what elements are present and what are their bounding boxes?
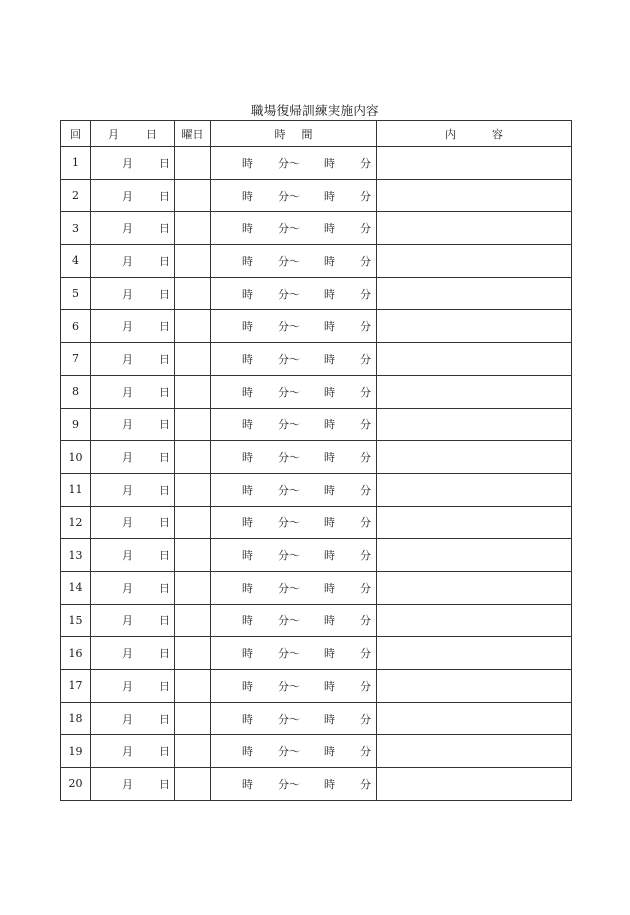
time-range-field[interactable]: [211, 473, 377, 506]
month-unit: 月: [122, 189, 133, 203]
table-row: [61, 571, 572, 604]
day-unit: 日: [159, 451, 170, 465]
start-minute-unit: 分～: [278, 254, 300, 268]
weekday-field[interactable]: [175, 735, 211, 768]
document-title: 職場復帰訓練実施内容: [250, 103, 379, 118]
end-minute-unit: 分: [360, 385, 371, 399]
table-row: [61, 408, 572, 441]
content-field[interactable]: [377, 702, 572, 735]
end-minute-unit: 分: [360, 745, 371, 759]
start-minute-unit: 分～: [278, 189, 300, 203]
training-record-table: [60, 120, 572, 801]
table-row: [61, 735, 572, 768]
start-hour-unit: 時: [242, 385, 253, 399]
start-hour-unit: 時: [242, 483, 253, 497]
table-row: [61, 310, 572, 343]
session-number: 16: [61, 637, 91, 670]
start-hour-unit: 時: [242, 189, 253, 203]
end-minute-unit: 分: [360, 451, 371, 465]
day-unit: 日: [159, 385, 170, 399]
session-number: 18: [61, 702, 91, 735]
weekday-field[interactable]: [175, 768, 211, 801]
end-minute-unit: 分: [360, 614, 371, 628]
table-row: [61, 212, 572, 245]
time-range-field[interactable]: [211, 212, 377, 245]
session-number: 5: [61, 277, 91, 310]
date-field[interactable]: [91, 408, 175, 441]
end-hour-unit: 時: [324, 385, 335, 399]
day-unit: 日: [159, 483, 170, 497]
date-field[interactable]: [91, 506, 175, 539]
end-minute-unit: 分: [360, 647, 371, 661]
table-row: [61, 539, 572, 572]
start-hour-unit: 時: [242, 352, 253, 366]
date-field[interactable]: [91, 212, 175, 245]
session-number: 4: [61, 245, 91, 278]
session-number: 10: [61, 441, 91, 474]
table-row: [61, 343, 572, 376]
month-unit: 月: [122, 777, 133, 791]
time-range-field[interactable]: [211, 441, 377, 474]
weekday-field[interactable]: [175, 539, 211, 572]
month-unit: 月: [122, 679, 133, 693]
start-minute-unit: 分～: [278, 679, 300, 693]
end-hour-unit: 時: [324, 647, 335, 661]
month-unit: 月: [122, 712, 133, 726]
weekday-field[interactable]: [175, 670, 211, 703]
date-field[interactable]: [91, 310, 175, 343]
end-hour-unit: 時: [324, 254, 335, 268]
start-minute-unit: 分～: [278, 418, 300, 432]
weekday-field[interactable]: [175, 245, 211, 278]
header-content-label-2: 容: [492, 127, 503, 141]
content-field[interactable]: [377, 441, 572, 474]
content-field[interactable]: [377, 212, 572, 245]
session-number: 12: [61, 506, 91, 539]
month-unit: 月: [122, 647, 133, 661]
session-number: 6: [61, 310, 91, 343]
content-field[interactable]: [377, 571, 572, 604]
header-date: [91, 121, 175, 147]
start-hour-unit: 時: [242, 679, 253, 693]
end-minute-unit: 分: [360, 254, 371, 268]
day-unit: 日: [159, 549, 170, 563]
session-number: 14: [61, 571, 91, 604]
end-hour-unit: 時: [324, 679, 335, 693]
weekday-field[interactable]: [175, 506, 211, 539]
header-time-label-2: 間: [301, 127, 313, 141]
end-hour-unit: 時: [324, 222, 335, 236]
table-row: [61, 245, 572, 278]
session-number: 8: [61, 375, 91, 408]
weekday-field[interactable]: [175, 637, 211, 670]
day-unit: 日: [159, 647, 170, 661]
weekday-field[interactable]: [175, 310, 211, 343]
time-range-field[interactable]: [211, 179, 377, 212]
session-number: 15: [61, 604, 91, 637]
month-unit: 月: [122, 254, 133, 268]
content-field[interactable]: [377, 277, 572, 310]
session-number: 2: [61, 179, 91, 212]
end-minute-unit: 分: [360, 156, 371, 170]
start-minute-unit: 分～: [278, 451, 300, 465]
month-unit: 月: [122, 483, 133, 497]
weekday-field[interactable]: [175, 408, 211, 441]
start-minute-unit: 分～: [278, 483, 300, 497]
start-minute-unit: 分～: [278, 614, 300, 628]
date-field[interactable]: [91, 539, 175, 572]
start-hour-unit: 時: [242, 581, 253, 595]
month-unit: 月: [122, 516, 133, 530]
day-unit: 日: [159, 222, 170, 236]
month-unit: 月: [122, 320, 133, 334]
end-minute-unit: 分: [360, 516, 371, 530]
day-unit: 日: [159, 287, 170, 301]
day-unit: 日: [159, 712, 170, 726]
content-field[interactable]: [377, 539, 572, 572]
content-field[interactable]: [377, 735, 572, 768]
table-row: [61, 473, 572, 506]
month-unit: 月: [122, 549, 133, 563]
end-minute-unit: 分: [360, 189, 371, 203]
start-minute-unit: 分～: [278, 156, 300, 170]
content-field[interactable]: [377, 179, 572, 212]
end-hour-unit: 時: [324, 712, 335, 726]
start-minute-unit: 分～: [278, 745, 300, 759]
content-field[interactable]: [377, 375, 572, 408]
start-minute-unit: 分～: [278, 712, 300, 726]
start-minute-unit: 分～: [278, 581, 300, 595]
date-field[interactable]: [91, 702, 175, 735]
end-minute-unit: 分: [360, 777, 371, 791]
table-row: [61, 277, 572, 310]
start-minute-unit: 分～: [278, 516, 300, 530]
content-field[interactable]: [377, 343, 572, 376]
session-number: 11: [61, 473, 91, 506]
header-day-label: 日: [146, 127, 157, 141]
end-minute-unit: 分: [360, 287, 371, 301]
start-hour-unit: 時: [242, 647, 253, 661]
end-minute-unit: 分: [360, 320, 371, 334]
table-row: [61, 179, 572, 212]
time-range-field[interactable]: [211, 637, 377, 670]
date-field[interactable]: [91, 245, 175, 278]
end-hour-unit: 時: [324, 156, 335, 170]
start-minute-unit: 分～: [278, 352, 300, 366]
time-range-field[interactable]: [211, 245, 377, 278]
month-unit: 月: [122, 352, 133, 366]
start-hour-unit: 時: [242, 614, 253, 628]
table-body: [61, 147, 572, 801]
day-unit: 日: [159, 189, 170, 203]
end-hour-unit: 時: [324, 189, 335, 203]
month-unit: 月: [122, 451, 133, 465]
content-field[interactable]: [377, 147, 572, 180]
end-hour-unit: 時: [324, 777, 335, 791]
date-field[interactable]: [91, 343, 175, 376]
table-row: [61, 147, 572, 180]
session-number: 1: [61, 147, 91, 180]
day-unit: 日: [159, 418, 170, 432]
date-field[interactable]: [91, 670, 175, 703]
month-unit: 月: [122, 156, 133, 170]
end-minute-unit: 分: [360, 549, 371, 563]
table-row: [61, 441, 572, 474]
time-range-field[interactable]: [211, 147, 377, 180]
start-minute-unit: 分～: [278, 320, 300, 334]
header-time-label-1: 時: [274, 127, 286, 141]
session-number: 20: [61, 768, 91, 801]
date-field[interactable]: [91, 441, 175, 474]
header-month-label: 月: [108, 127, 119, 141]
month-unit: 月: [122, 745, 133, 759]
start-hour-unit: 時: [242, 549, 253, 563]
header-row: [61, 121, 572, 147]
start-minute-unit: 分～: [278, 777, 300, 791]
weekday-field[interactable]: [175, 571, 211, 604]
start-minute-unit: 分～: [278, 222, 300, 236]
start-hour-unit: 時: [242, 418, 253, 432]
day-unit: 日: [159, 581, 170, 595]
time-range-field[interactable]: [211, 571, 377, 604]
start-minute-unit: 分～: [278, 549, 300, 563]
month-unit: 月: [122, 287, 133, 301]
content-field[interactable]: [377, 506, 572, 539]
end-minute-unit: 分: [360, 222, 371, 236]
start-hour-unit: 時: [242, 745, 253, 759]
month-unit: 月: [122, 581, 133, 595]
weekday-field[interactable]: [175, 375, 211, 408]
day-unit: 日: [159, 777, 170, 791]
weekday-field[interactable]: [175, 212, 211, 245]
content-field[interactable]: [377, 310, 572, 343]
day-unit: 日: [159, 254, 170, 268]
end-hour-unit: 時: [324, 581, 335, 595]
time-range-field[interactable]: [211, 277, 377, 310]
month-unit: 月: [122, 385, 133, 399]
start-minute-unit: 分～: [278, 287, 300, 301]
date-field[interactable]: [91, 277, 175, 310]
weekday-field[interactable]: [175, 441, 211, 474]
start-hour-unit: 時: [242, 254, 253, 268]
end-hour-unit: 時: [324, 352, 335, 366]
table-row: [61, 768, 572, 801]
date-field[interactable]: [91, 179, 175, 212]
month-unit: 月: [122, 222, 133, 236]
session-number: 9: [61, 408, 91, 441]
weekday-field[interactable]: [175, 343, 211, 376]
time-range-field[interactable]: [211, 702, 377, 735]
session-number: 3: [61, 212, 91, 245]
table-row: [61, 506, 572, 539]
end-hour-unit: 時: [324, 516, 335, 530]
end-hour-unit: 時: [324, 483, 335, 497]
table-row: [61, 702, 572, 735]
date-field[interactable]: [91, 604, 175, 637]
end-hour-unit: 時: [324, 287, 335, 301]
time-range-field[interactable]: [211, 539, 377, 572]
weekday-field[interactable]: [175, 147, 211, 180]
end-hour-unit: 時: [324, 320, 335, 334]
month-unit: 月: [122, 614, 133, 628]
session-number: 13: [61, 539, 91, 572]
start-minute-unit: 分～: [278, 647, 300, 661]
session-number: 19: [61, 735, 91, 768]
time-range-field[interactable]: [211, 408, 377, 441]
content-field[interactable]: [377, 670, 572, 703]
time-range-field[interactable]: [211, 768, 377, 801]
time-range-field[interactable]: [211, 604, 377, 637]
date-field[interactable]: [91, 473, 175, 506]
end-minute-unit: 分: [360, 418, 371, 432]
table-row: [61, 637, 572, 670]
day-unit: 日: [159, 156, 170, 170]
start-hour-unit: 時: [242, 222, 253, 236]
day-unit: 日: [159, 679, 170, 693]
session-number: 17: [61, 670, 91, 703]
end-hour-unit: 時: [324, 614, 335, 628]
weekday-field[interactable]: [175, 604, 211, 637]
day-unit: 日: [159, 516, 170, 530]
table-row: [61, 604, 572, 637]
start-hour-unit: 時: [242, 320, 253, 334]
month-unit: 月: [122, 418, 133, 432]
time-range-field[interactable]: [211, 670, 377, 703]
time-range-field[interactable]: [211, 735, 377, 768]
content-field[interactable]: [377, 604, 572, 637]
time-range-field[interactable]: [211, 375, 377, 408]
day-unit: 日: [159, 745, 170, 759]
weekday-field[interactable]: [175, 702, 211, 735]
day-unit: 日: [159, 320, 170, 334]
time-range-field[interactable]: [211, 343, 377, 376]
content-field[interactable]: [377, 473, 572, 506]
day-unit: 日: [159, 352, 170, 366]
start-hour-unit: 時: [242, 287, 253, 301]
date-field[interactable]: [91, 768, 175, 801]
session-number: 7: [61, 343, 91, 376]
day-unit: 日: [159, 614, 170, 628]
table-row: [61, 670, 572, 703]
start-minute-unit: 分～: [278, 385, 300, 399]
time-range-field[interactable]: [211, 310, 377, 343]
start-hour-unit: 時: [242, 156, 253, 170]
table-row: [61, 375, 572, 408]
end-hour-unit: 時: [324, 451, 335, 465]
time-range-field[interactable]: [211, 506, 377, 539]
end-minute-unit: 分: [360, 483, 371, 497]
date-field[interactable]: [91, 571, 175, 604]
end-hour-unit: 時: [324, 418, 335, 432]
start-hour-unit: 時: [242, 712, 253, 726]
end-hour-unit: 時: [324, 745, 335, 759]
content-field[interactable]: [377, 637, 572, 670]
weekday-field[interactable]: [175, 473, 211, 506]
header-content: [377, 121, 572, 147]
end-minute-unit: 分: [360, 712, 371, 726]
end-minute-unit: 分: [360, 581, 371, 595]
content-field[interactable]: [377, 408, 572, 441]
header-weekday: 曜日: [175, 121, 211, 147]
date-field[interactable]: [91, 375, 175, 408]
start-hour-unit: 時: [242, 451, 253, 465]
start-hour-unit: 時: [242, 777, 253, 791]
header-session-number: 回: [61, 121, 91, 147]
end-hour-unit: 時: [324, 549, 335, 563]
header-time: [211, 121, 377, 147]
date-field[interactable]: [91, 637, 175, 670]
end-minute-unit: 分: [360, 352, 371, 366]
content-field[interactable]: [377, 768, 572, 801]
start-hour-unit: 時: [242, 516, 253, 530]
date-field[interactable]: [91, 735, 175, 768]
header-content-label-1: 内: [445, 127, 456, 141]
weekday-field[interactable]: [175, 277, 211, 310]
content-field[interactable]: [377, 245, 572, 278]
weekday-field[interactable]: [175, 179, 211, 212]
end-minute-unit: 分: [360, 679, 371, 693]
date-field[interactable]: [91, 147, 175, 180]
